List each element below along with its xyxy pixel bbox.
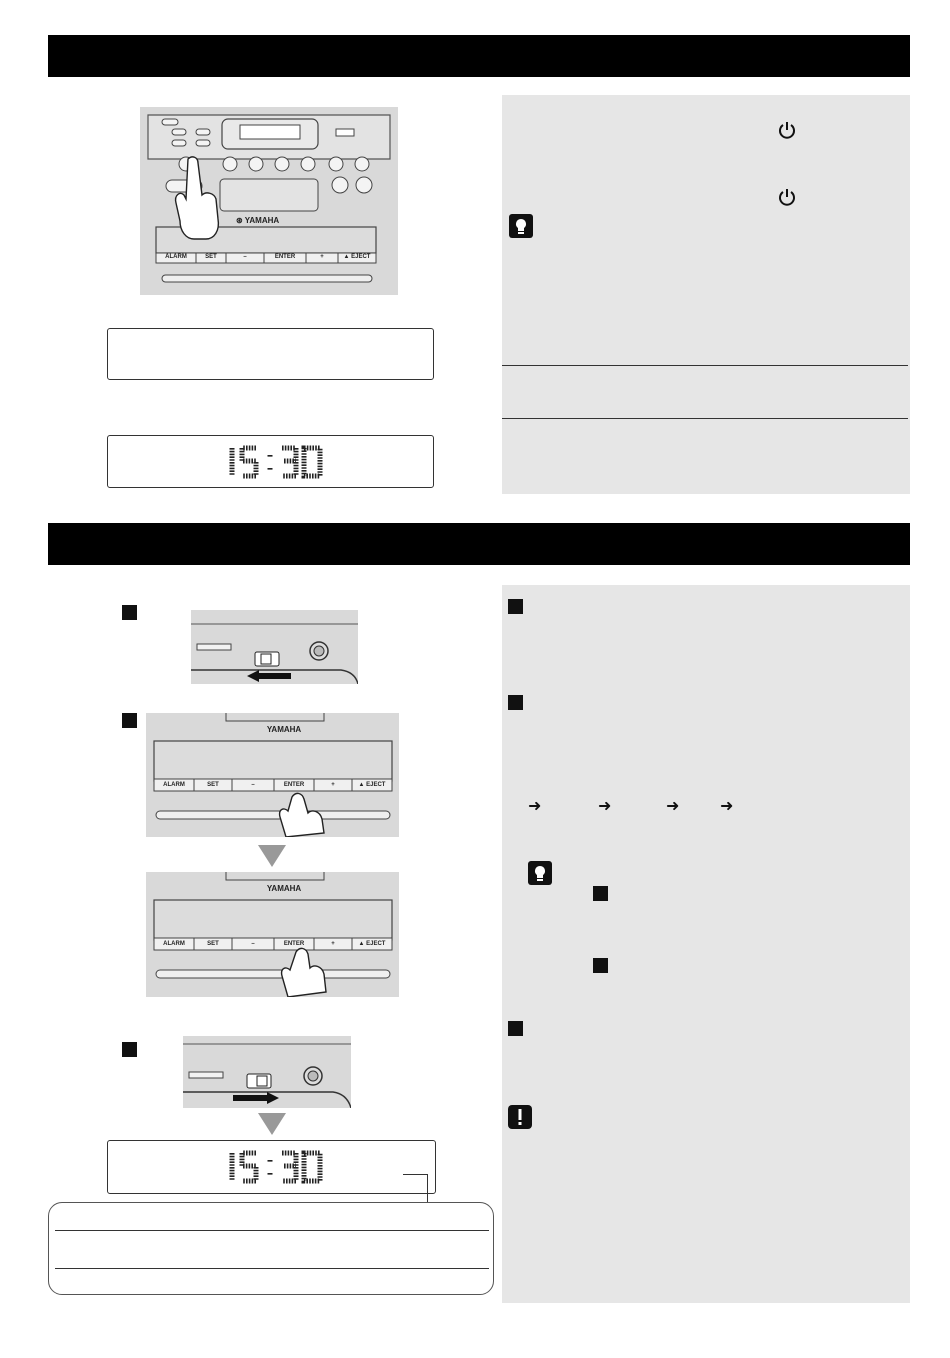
switch-slide-right-illustration — [183, 1036, 351, 1108]
step-marker-3 — [508, 1021, 523, 1036]
right-arrow-icon: ➜ — [720, 796, 734, 815]
step-marker-1 — [122, 605, 137, 620]
step-marker-1 — [508, 599, 523, 614]
display-clock-2 — [107, 1140, 436, 1194]
eject-button-label: ▲ EJECT — [358, 782, 386, 788]
callout-box — [48, 1202, 494, 1295]
section-header-bar-1 — [48, 35, 910, 77]
clock-digits-15-30 — [226, 1149, 326, 1185]
power-icon — [777, 187, 797, 207]
eject-button-label: ▲ EJECT — [343, 254, 371, 260]
instruction-panel-1 — [502, 95, 910, 494]
exclamation-icon — [508, 1105, 532, 1129]
display-clock — [107, 435, 434, 488]
divider-line — [502, 365, 908, 366]
minus-button-label: – — [251, 941, 255, 947]
brand-logo-text: YAMAHA — [266, 884, 302, 893]
device-front-photo — [140, 107, 398, 295]
switch-slide-left-illustration — [191, 610, 358, 684]
step-marker-2 — [508, 695, 523, 710]
panel-photo-enter-1 — [146, 713, 399, 837]
set-button-label: SET — [205, 254, 217, 260]
step-marker-3 — [593, 958, 608, 973]
set-button-label: SET — [207, 782, 219, 788]
clock-digits-15-30 — [226, 444, 326, 480]
brand-logo-text: YAMAHA — [266, 725, 302, 734]
plus-button-label: + — [320, 254, 324, 260]
eject-button-label: ▲ EJECT — [358, 941, 386, 947]
down-arrow-icon — [258, 845, 286, 867]
power-icon — [777, 120, 797, 140]
lightbulb-tip-icon — [509, 214, 533, 238]
alarm-button-label: ALARM — [163, 782, 185, 788]
right-arrow-icon: ➜ — [598, 796, 612, 815]
enter-button-label: ENTER — [283, 782, 305, 788]
lightbulb-tip-icon — [528, 861, 552, 885]
right-arrow-icon: ➜ — [528, 796, 542, 815]
down-arrow-icon — [258, 1113, 286, 1135]
enter-button-label: ENTER — [283, 941, 305, 947]
divider-line — [55, 1268, 489, 1269]
display-blank — [107, 328, 434, 380]
enter-button-label: ENTER — [274, 254, 296, 260]
alarm-button-label: ALARM — [165, 254, 187, 260]
panel-photo-enter-2 — [146, 872, 399, 997]
plus-button-label: + — [331, 941, 335, 947]
alarm-button-label: ALARM — [163, 941, 185, 947]
minus-button-label: – — [251, 782, 255, 788]
right-arrow-icon: ➜ — [666, 796, 680, 815]
plus-button-label: + — [331, 782, 335, 788]
set-button-label: SET — [207, 941, 219, 947]
device-front-illustration — [140, 107, 398, 295]
divider-line — [55, 1230, 489, 1231]
step-marker-1 — [593, 886, 608, 901]
instruction-panel-2 — [502, 585, 910, 1303]
switch-photo-right — [183, 1036, 351, 1108]
step-marker-3 — [122, 1042, 137, 1057]
minus-button-label: – — [243, 254, 247, 260]
switch-photo-left — [191, 610, 358, 684]
brand-logo-text: ⊛ YAMAHA — [236, 216, 280, 225]
divider-line — [502, 418, 908, 419]
section-header-bar-2 — [48, 523, 910, 565]
step-marker-2 — [122, 713, 137, 728]
callout-line — [403, 1174, 428, 1175]
